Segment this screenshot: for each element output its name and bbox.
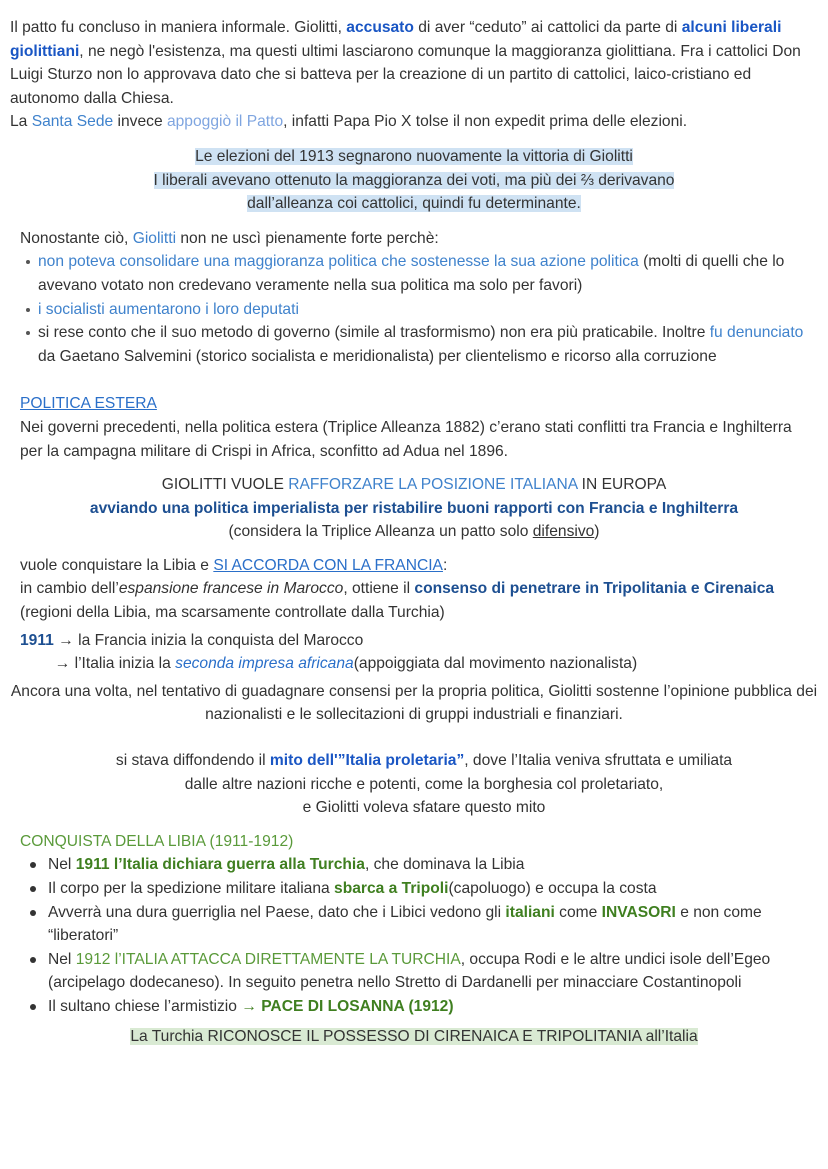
text-segment: GIOLITTI VUOLE	[161, 476, 289, 494]
text-segment: , infatti Papa Pio X tolse il non expedit prima delle elezioni.	[283, 113, 688, 131]
text-segment: da Gaetano Salvemini (storico socialista e meridionalista) per clientelismo e ricorso alla corruzione	[38, 347, 717, 365]
text-segment: appoggiò il Patto	[166, 113, 284, 131]
paragraph-1911	[20, 629, 818, 676]
text-segment: non ne uscì pienamente forte perchè:	[176, 229, 439, 247]
highlight-elezioni-1913	[10, 145, 818, 216]
heading-politica-estera[interactable]	[20, 392, 818, 416]
text-segment: La Turchia RICONOSCE IL POSSESSO DI CIRENAICA E TRIPOLITANIA all’Italia	[130, 1027, 698, 1045]
text-segment: :	[442, 556, 448, 574]
paragraph-patto	[10, 16, 818, 110]
text-segment: sbarca a Tripoli	[334, 880, 449, 897]
text-segment: (appoiggiata dal movimento nazionalista)	[353, 655, 638, 673]
text-segment: IN EUROPA	[577, 476, 667, 494]
text-segment: non poteva consolidare una maggioranza politica che sostenesse la sua azione politica	[38, 253, 639, 271]
paragraph-nonostante	[20, 227, 818, 251]
text-segment: , ne negò l'esistenza, ma questi ultimi lasciarono comunque la maggioranza giolittiana. Fra i cattolici Don Luigi Sturzo non lo approvava dato che si batteva per la creazione di un partito di cattolici, laico-cristiano ed autonomo dalla Chiesa.	[10, 42, 801, 107]
paragraph-governi-precedenti	[20, 416, 818, 463]
list-item	[38, 298, 818, 322]
text-segment[interactable]: POLITICA ESTERA	[20, 395, 157, 413]
text-segment: Nei governi precedenti, nella politica estera (Triplice Alleanza 1882) c’erano stati conflitti tra Francia e Inghilterra per la campagna militare di Crispi in Africa, sconfitto ad Adua nel 1896.	[20, 418, 792, 460]
text-segment: mito dell'”Italia proletaria”	[269, 752, 465, 770]
text-segment: INVASORI	[601, 903, 676, 921]
text-segment: → la Francia inizia la conquista del Marocco	[53, 631, 364, 649]
text-segment: , che dominava la Libia	[364, 856, 525, 874]
text-segment: Il sultano chiese l’armistizio	[48, 997, 242, 1015]
text-segment: dall’alleanza coi cattolici, quindi fu determinante.	[247, 195, 581, 213]
text-segment: 1912 l’ITALIA ATTACCA DIRETTAMENTE LA TURCHIA	[75, 950, 461, 968]
text-segment: seconda impresa africana	[175, 655, 354, 673]
paragraph-ancora	[10, 680, 818, 727]
text-segment: e non come “liberatori”	[48, 903, 762, 945]
text-segment: alcuni liberali giolittiani	[10, 19, 782, 60]
paragraph-libia-accordo	[20, 554, 818, 625]
text-segment: CONQUISTA DELLA LIBIA (1911-1912)	[20, 832, 294, 850]
text-segment: (capoluogo) e occupa la costa	[448, 880, 657, 897]
text-segment: Giolitti	[132, 229, 177, 247]
list-item	[48, 995, 818, 1019]
text-segment: Santa Sede	[31, 113, 114, 131]
text-segment: Nonostante ciò,	[20, 229, 133, 247]
text-segment: consenso di penetrare in Tripolitania e Cirenaica	[414, 580, 775, 598]
text-segment: Il corpo per la spedizione militare italiana	[48, 880, 335, 897]
text-segment: di aver “ceduto” ai cattolici da parte di	[413, 19, 682, 36]
text-segment: e Giolitti voleva sfatare questo mito	[302, 799, 546, 817]
text-segment: vuole conquistare la Libia e	[20, 556, 214, 574]
text-segment: , occupa Rodi e le altre undici isole dell’Egeo (arcipelago dodecaneso). In seguito penetra nello Stretto di Dardanelli per minacciare Costantinopoli	[48, 950, 771, 992]
heading-conquista-libia	[20, 830, 818, 854]
text-segment: Nel	[48, 856, 76, 874]
center-giolitti-vuole	[10, 473, 818, 544]
text-segment: come	[554, 903, 602, 921]
reasons-list	[20, 250, 818, 368]
text-segment: accusato	[346, 19, 414, 36]
list-item	[48, 901, 818, 948]
text-segment: , ottiene il	[343, 580, 415, 598]
text-segment: fu denunciato	[709, 324, 804, 342]
text-segment[interactable]: SI ACCORDA CON LA FRANCIA	[213, 556, 443, 574]
highlight-riconoscimento	[10, 1025, 818, 1049]
list-item	[38, 250, 818, 297]
text-segment: Il patto fu concluso in maniera informale. Giolitti,	[10, 19, 347, 36]
list-item	[38, 321, 818, 368]
text-segment: Avverrà una dura guerriglia nel Paese, dato che i Libici vedono gli	[48, 903, 506, 921]
text-segment: avviando una politica imperialista per ristabilire buoni rapporti con Francia e Inghilterra	[89, 499, 739, 517]
text-segment: Ancora una volta, nel tentativo di guadagnare consensi per la propria politica, Giolitti sostenne l’opinione pubblica dei nazionalisti e le sollecitazioni di gruppi industriali e finanziari.	[10, 682, 818, 724]
text-segment: si stava diffondendo il	[115, 752, 270, 770]
text-segment: I liberali avevano ottenuto la maggioranza dei voti, ma più dei ⅔ derivavano	[153, 171, 675, 189]
text-segment: dalle altre nazioni ricche e potenti, come la borghesia col proletariato,	[184, 775, 664, 793]
list-item	[48, 853, 818, 877]
text-segment: RAFFORZARE LA POSIZIONE ITALIANA	[288, 476, 578, 494]
text-segment: (regioni della Libia, ma scarsamente controllate dalla Turchia)	[20, 604, 445, 622]
text-segment: espansione francese in Marocco	[118, 580, 344, 598]
text-segment: )	[594, 523, 600, 541]
text-segment: (molti di quelli che lo avevano votato non credevano veramente nella sua politica ma solo per favori)	[38, 253, 785, 294]
text-segment: 1911	[20, 631, 54, 649]
text-segment: , dove l’Italia veniva sfruttata e umiliata	[464, 752, 733, 770]
libia-list	[20, 853, 818, 1018]
paragraph-mito	[10, 749, 818, 820]
text-segment: 1911 l’Italia dichiara guerra alla Turchia	[75, 856, 365, 874]
list-item	[48, 877, 818, 901]
text-segment: (considera la Triplice Alleanza un patto solo	[228, 523, 533, 541]
list-item	[48, 948, 818, 995]
text-segment: Nel	[48, 950, 76, 968]
text-segment: difensivo	[532, 523, 595, 541]
text-segment: i socialisti aumentarono i loro deputati	[38, 300, 299, 318]
paragraph-santa-sede	[10, 110, 818, 134]
text-segment: La	[10, 113, 32, 131]
text-segment: → l’Italia inizia la	[20, 655, 176, 673]
text-segment: Le elezioni del 1913 segnarono nuovamente la vittoria di Giolitti	[195, 147, 633, 165]
text-segment: → PACE DI LOSANNA (1912)	[241, 997, 454, 1015]
text-segment: invece	[113, 113, 167, 131]
text-segment: italiani	[505, 903, 555, 921]
text-segment: in cambio dell’	[20, 580, 119, 598]
text-segment: si rese conto che il suo metodo di governo (simile al trasformismo) non era più praticabile. Inoltre	[38, 324, 710, 342]
